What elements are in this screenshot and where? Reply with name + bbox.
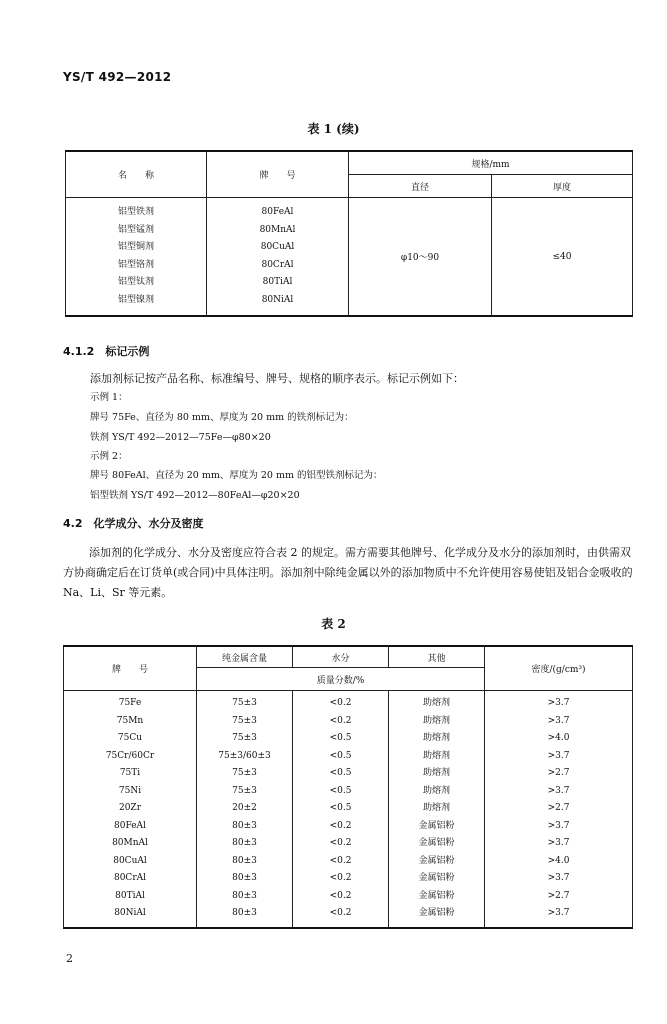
t1-grade: 80TiAl [262,277,293,287]
standard-header: YS/T 492—2012 [63,70,172,84]
section-42-paragraph: 添加剂的化学成分、水分及密度应符合表 2 的规定。需方需要其他牌号、化学成分及水分的添加剂时，由供需双方协商确定后在订货单(或合同)中具体注明。添加剂中除纯金属以外的添加物质中不允许使用容易使铝及铝合金吸收的 Na、Li、Sr 等元素。 [63,546,633,599]
t2-grade: 75Cu [117,733,143,743]
t1-thickness-value: ≤40 [492,198,633,317]
t2-density: >3.7 [547,750,570,761]
t2-grade: 75Mn [116,715,144,726]
t2-density: >3.7 [547,908,570,918]
t2-other: 助熔剂 [422,750,450,761]
example-line: 牌号 75Fe、直径为 80 mm、厚度为 20 mm 的铁剂标记为： [90,412,354,423]
t2-density: >4.0 [547,855,570,866]
t2-moisture: <0.2 [329,873,352,883]
t2-pure-metal: 75±3/60±3 [218,750,271,761]
t2-density: >3.7 [547,698,570,708]
t2-moisture: <0.5 [329,803,352,813]
t2-header-moisture: 水分 [293,646,389,668]
t1-grade: 80FeAl [261,207,294,217]
t2-moisture-col [293,691,389,928]
t2-other: 金属铝粉 [418,873,455,883]
t1-grade: 80CrAl [261,259,294,270]
t2-other: 金属铝粉 [418,890,455,901]
t2-moisture: <0.5 [329,768,352,778]
t2-moisture: <0.2 [329,838,352,848]
t2-density: >3.7 [547,873,570,883]
t2-moisture: <0.2 [329,908,352,918]
t2-grade: 20Zr [118,803,141,813]
t2-grade: 80CrAl [113,873,147,883]
t2-moisture: <0.2 [329,890,352,901]
section-412-heading: 4.1.2 标记示例 [63,345,150,358]
t1-name: 铝型铬剂 [117,259,154,270]
t2-header-grade: 牌 号 [64,646,197,691]
table2 [63,645,633,929]
t2-density-col [485,691,633,928]
t2-other: 助熔剂 [422,698,450,708]
t2-density: >3.7 [547,715,570,726]
t2-grade: 80CuAl [113,855,147,866]
t2-pure-metal: 80±3 [232,908,257,918]
t2-other: 金属铝粉 [418,820,455,831]
t2-grade: 80MnAl [112,838,148,848]
t2-grade-col [64,691,197,928]
example-line: 牌号 80FeAl、直径为 20 mm、厚度为 20 mm 的铝型铁剂标记为： [90,470,383,481]
t2-other: 助熔剂 [422,768,450,778]
t2-pure-metal: 75±3 [232,698,257,708]
t2-grade: 80TiAl [115,890,145,901]
t1-header-thickness: 厚度 [492,175,633,198]
t1-name: 铝型镍剂 [117,294,154,305]
t2-other: 金属铝粉 [418,838,455,848]
t2-header-density: 密度/(g/cm³) [485,646,633,691]
page-number: 2 [66,952,73,965]
t2-grade: 75Ti [119,768,141,778]
t2-header-other: 其他 [389,646,485,668]
t2-pure-metal: 80±3 [232,890,257,901]
table2-caption: 表 2 [321,617,346,631]
t2-moisture: <0.2 [329,698,352,708]
t1-name: 铝型铁剂 [117,207,154,217]
t2-other-col [389,691,485,928]
t1-names-cell [66,198,207,317]
t1-header-spec: 规格/mm [349,151,633,175]
t2-density: >3.7 [547,838,570,848]
t2-pure-metal: 75±3 [232,733,257,743]
t2-density: >3.7 [547,785,570,796]
t1-header-grade: 牌 号 [207,151,349,198]
t2-moisture: <0.2 [329,820,352,831]
t1-grades-cell [207,198,349,317]
t1-header-name: 名 称 [66,151,207,198]
t2-density: >2.7 [547,890,570,901]
t2-other: 助熔剂 [422,733,450,743]
t2-header-mass-fraction: 质量分数/% [197,668,485,691]
t2-pure-metal: 75±3 [232,715,257,726]
t2-other: 金属铝粉 [418,855,455,866]
t1-grade: 80CuAl [260,242,295,252]
example-line: 铁剂 YS/T 492—2012—75Fe—φ80×20 [90,432,271,443]
t2-other: 助熔剂 [422,785,450,796]
t2-grade: 80FeAl [114,820,146,831]
t2-header-pure-metal: 纯金属含量 [197,646,293,668]
t2-pure-metal: 80±3 [232,838,257,848]
t2-pure-metal: 80±3 [232,873,257,883]
t2-pure-metal: 80±3 [232,820,257,831]
t1-name: 铝型锰剂 [117,224,154,235]
t2-density: >3.7 [547,820,570,831]
example-line: 示例 1： [90,392,128,403]
section-412-intro: 添加剂标记按产品名称、标准编号、牌号、规格的顺序表示。标记示例如下： [90,372,464,385]
t2-pure-metal-col [197,691,293,928]
t2-density: >2.7 [547,768,570,778]
t2-grade: 80NiAl [114,908,146,918]
t2-pure-metal: 75±3 [232,785,257,796]
t1-name: 铝型钛剂 [117,277,154,287]
t2-grade: 75Cr/60Cr [105,750,155,761]
t1-grade: 80MnAl [259,224,296,235]
t2-grade: 75Fe [118,698,142,708]
t2-grade: 75Ni [118,785,142,796]
t1-header-diameter: 直径 [349,175,492,198]
t2-pure-metal: 75±3 [232,768,257,778]
table1 [65,150,633,317]
t2-moisture: <0.5 [329,750,352,761]
example-line: 示例 2： [90,451,128,462]
t2-density: >4.0 [547,733,570,743]
t2-other: 助熔剂 [422,715,450,726]
table1-caption: 表 1 (续) [307,122,360,136]
t1-diameter-value: φ10～90 [349,198,492,317]
t2-density: >2.7 [547,803,570,813]
example-line: 铝型铁剂 YS/T 492—2012—80FeAl—φ20×20 [90,490,300,501]
t2-pure-metal: 80±3 [232,855,257,866]
t2-moisture: <0.2 [329,715,352,726]
t2-moisture: <0.5 [329,785,352,796]
t1-name: 铝型铜剂 [117,242,154,252]
t1-grade: 80NiAl [261,294,294,305]
t2-other: 助熔剂 [422,803,450,813]
section-42-heading: 4.2 化学成分、水分及密度 [63,517,204,530]
t2-pure-metal: 20±2 [232,803,257,813]
t2-moisture: <0.2 [329,855,352,866]
t2-other: 金属铝粉 [418,908,455,918]
t2-moisture: <0.5 [329,733,352,743]
